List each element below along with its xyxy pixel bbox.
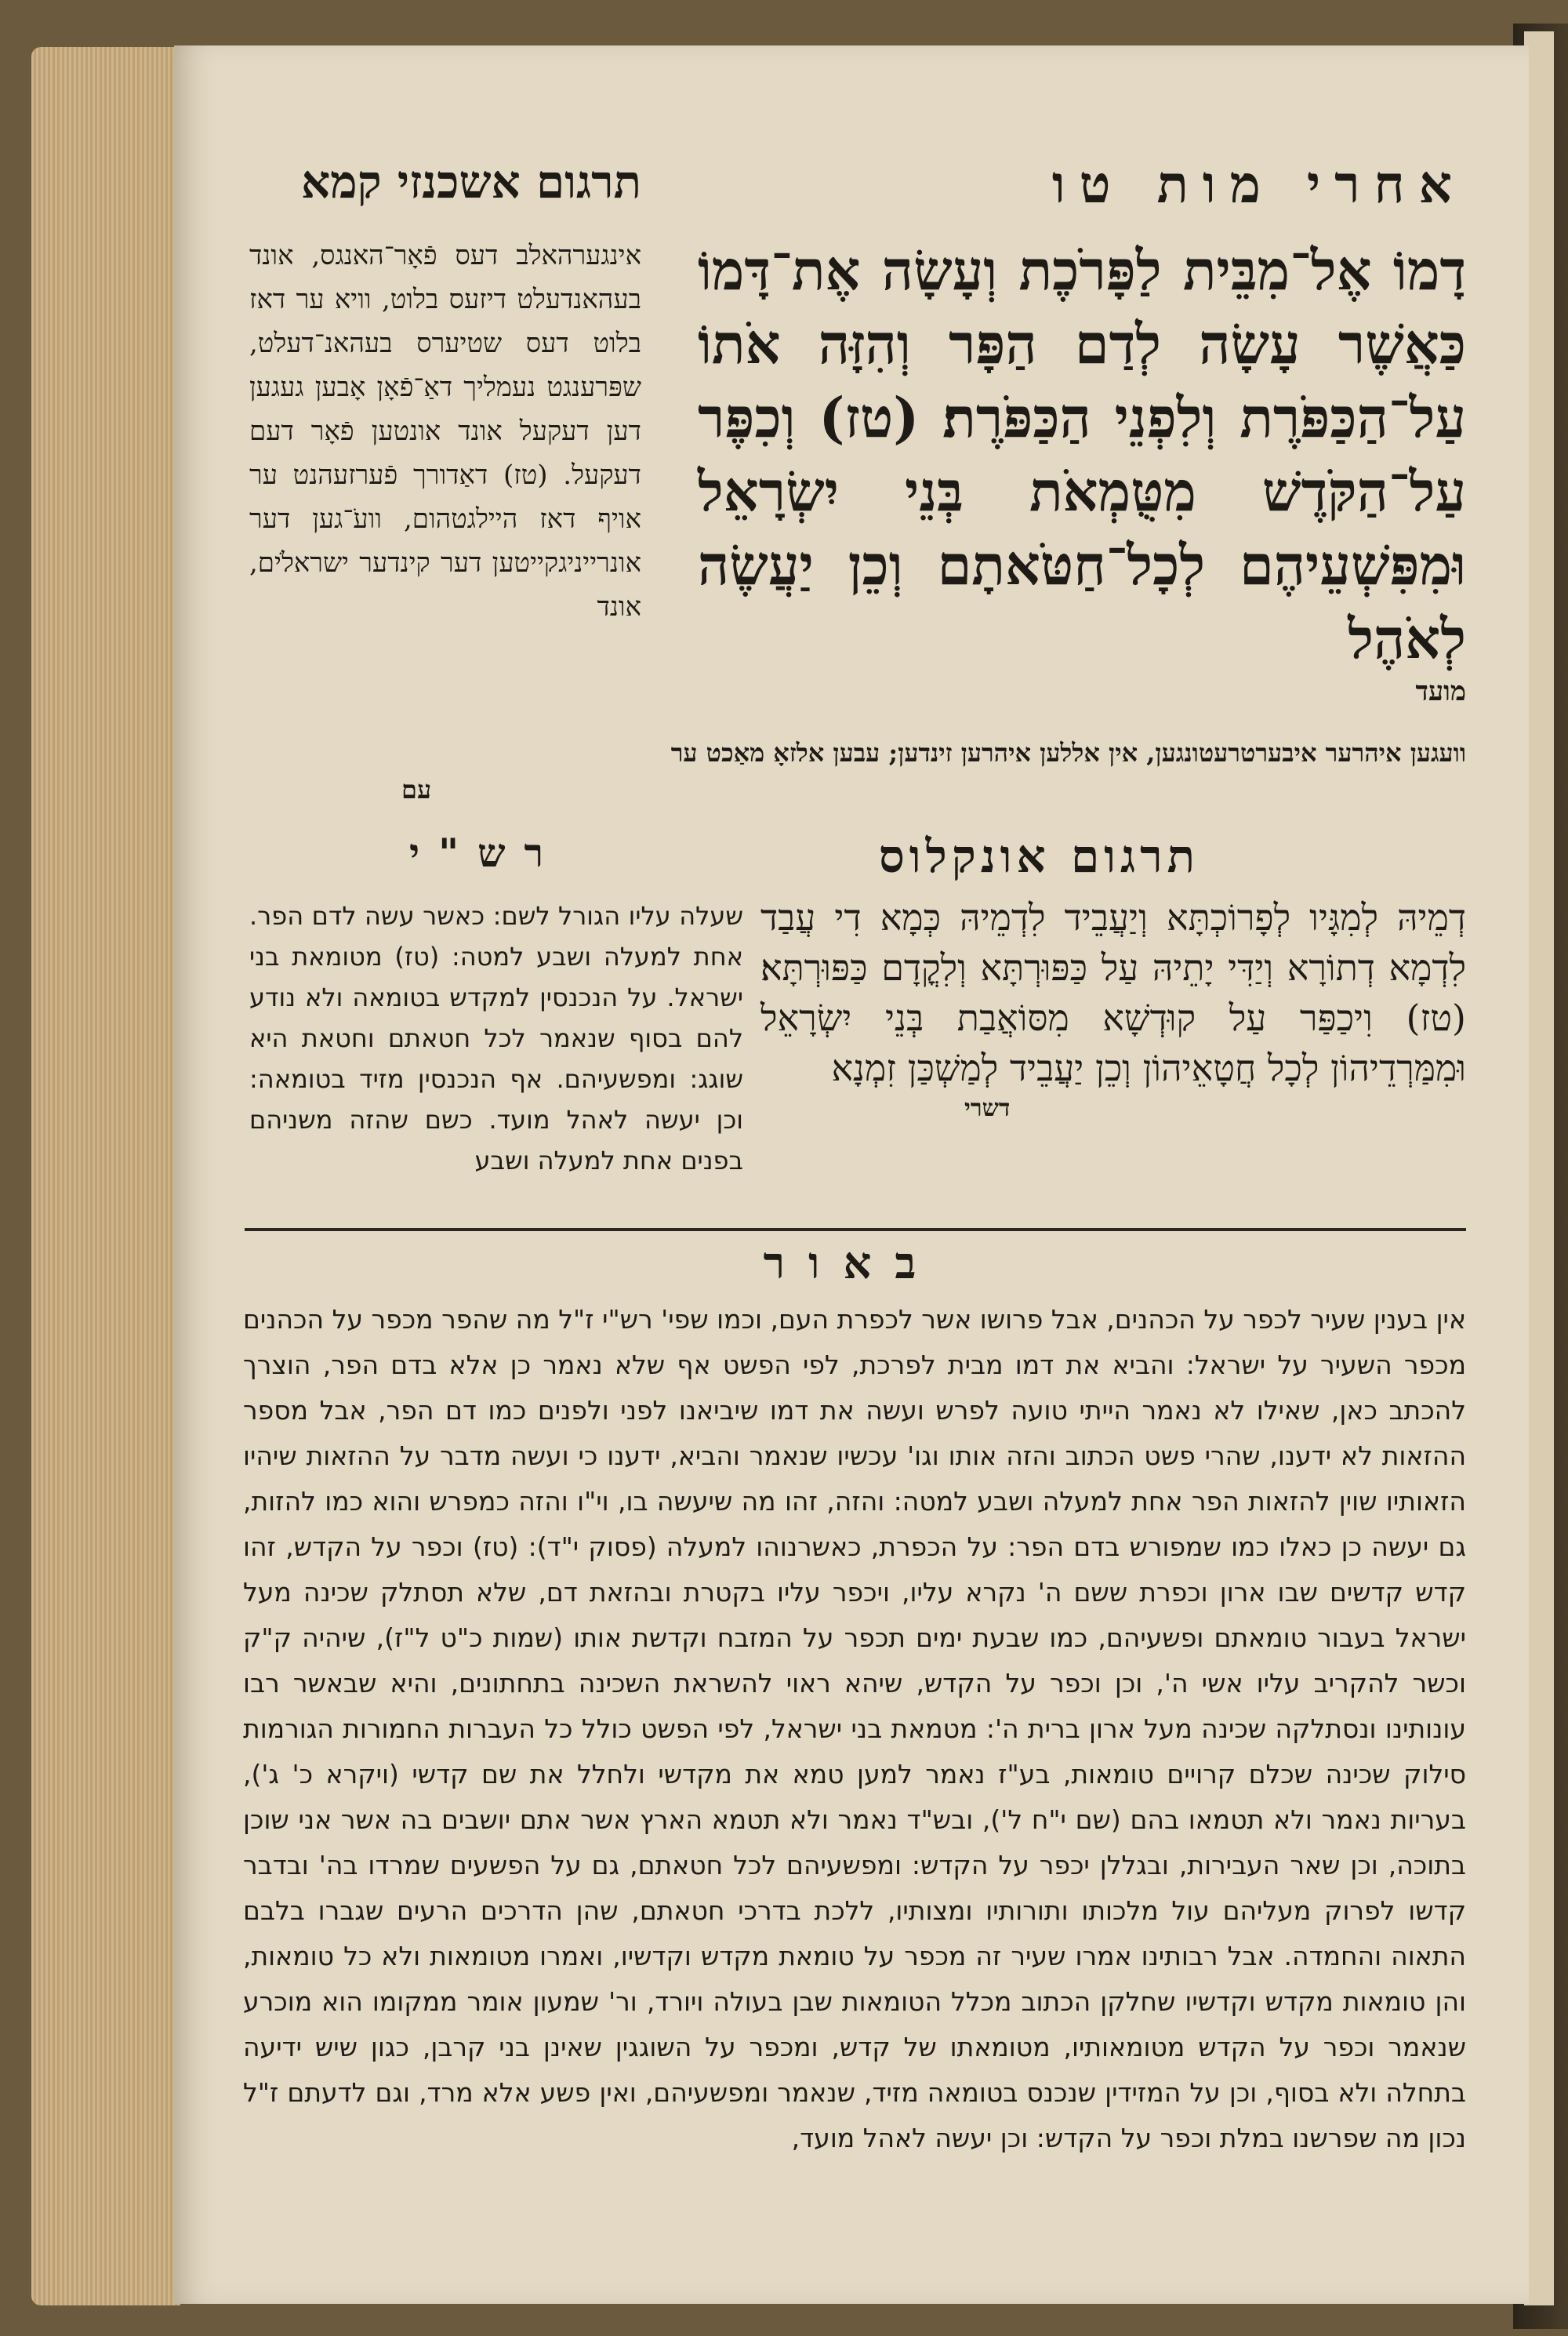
running-header-targum: תרגום אשכנזי קמא: [301, 155, 641, 209]
running-header-parasha: אחרי מות טו: [1051, 154, 1466, 215]
onkelos-block: [760, 892, 1466, 1124]
torah-text-block: [698, 234, 1466, 707]
yiddish-catchword: עם: [401, 775, 432, 805]
rashi-title: רש"י: [409, 830, 563, 876]
section-divider: [245, 1228, 1466, 1231]
onkelos-text: דְמֵיהּ לְמִגָּיו לְפָרוֹכְתָּא וְיַעֲבֵיד לִדְמֵיהּ כְּמָא דִי עֲבַד לִדְמָא דְתוֹרָא וְיַדִּי יָתֵיהּ עַל כַּפּוּרְתָּא וְלִקֳדָם כַּפּוּרְתָּא׃ (טז) וִיכַפַּר עַל קוּדְשָׁא מִסּוֹאֲבַת בְּנֵי יִשְׂרָאֵל וּמִמַּרְדֵיהוֹן לְכָל חֲטָאֵיהוֹן וְכֵן יַעֲבֵיד לְמַשְׁכַּן זִמְנָא: [760, 896, 1466, 1089]
rashi-commentary: שעלה עליו הגורל לשם: כאשר עשה לדם הפר. אחת למעלה ושבע למטה: (טז) מטומאת בני ישראל. על הנכנסין למקדש בטומאה ולא נודע להם בסוף שנאמר לכל חטאתם וחטאת היא שוגג: ומפשעיהם. אף הנכנסין מזיד בטומאה: וכן יעשה לאהל מועד. כשם שהזה משניהם בפנים אחת למעלה ושבע: [249, 901, 743, 1175]
torah-catchword: מועד: [1415, 676, 1466, 707]
yiddish-translation: אינגערהאלב דעס פֿאָר־האנגס, אונד בעהאנדעלט דיזעס בלוט, וויא ער דאז בלוט דעס שטיערס בעהאנ־דעלט, שפּרענגט נעמליך דאַ־פֿאָן אָבען געגען דען דעקעל אונד אונטען פֿאָר דעם דעקעל. (טז) דאַדורך פֿערזעהנט ער אויף דאז היילגטהום, וועֹ־גען דער אונרייניגקייטען דער קינדער ישראלֹים, אונד: [249, 240, 641, 623]
biur-commentary: אין בענין שעיר לכפר על הכהנים, אבל פרושו אשר לכפרת העם, וכמו שפי' רש"י ז"ל מה שהפר מכפר על הכהנים מכפר השעיר על ישראל: והביא את דמו מבית לפרכת, לפי הפשט אף שלא נאמר כן אלא בדם הפר, הוצרך להכתב כאן, שאילו לא נאמר הייתי טועה לפרש ועשה את דמו שיביאנו לפני ולפנים כמו דם הפר, אבל מספר ההזאות לא ידענו, שהרי פשט הכתוב והזה אותו וגו' עכשיו שנאמר והביא, ידענו כי ועשה מדבר על ההזאות שיהיו הזאותיו שוין להזאות הפר אחת למעלה ושבע למטה: והזה, זהו מה שיעשה בו, וי"ו והזה כמפרש והוא כמו להזות, גם יעשה כן כאלו כמו שמפורש בדם הפר: על הכפרת, כאשרנוהו למעלה (פסוק י"ד): (טז) וכפר על הקדש, זהו קדש קדשים שבו ארון וכפרת ששם ה' נקרא עליו, ויכפר עליו בקטרת ובהזאת דם, שלא תסתלק שכינה מעל ישראל בעבור טומאתם ופשעיהם, כמו שבעת ימים תכפר על המזבח וקדשת אותו (שמות כ"ט ל"ז), שיהיה ק"ק וכשר להקריב עליו אשי ה', וכן וכפר על הקדש, שיהא ראוי להשראת השכינה בתחתונים, והיא שבאשר רבו עונותינו ונסתלקה שכינה מעל ארון ברית ה': מטמאת בני ישראל, לפי הפשט כולל כל העברות החמורות הגורמות סילוק שכינה שכלם קרויים טומאות, בע"ז נאמר למען טמא את מקדשי ולחלל את שם קדשי (ויקרא כ' ג'), בעריות נאמר ולא תטמאו בהם (שם י"ח ל'), ובש"ד נאמר ולא תטמא הארץ אשר אתם יושבים בה אשר אני שוכן בתוכה, וכן שאר העבירות, ובגללן יכפר על הקדש: ומפשעיהם לכל חטאתם, גם על הפשעים שמרדו בה' ובדבר קדשו לפרוק מעליהם עול מלכותו ותורותיו ומצותיו, ללכת בדרכי חטאתם, שהן הדרכים הרעים שגברו בלבם התאוה והחמדה. אבל רבותינו אמרו שעיר זה מכפר על טומאת מקדש וקדשיו, ואמרו מטומאות ולא כל טומאות, והן טומאות מקדש וקדשיו שחלקן הכתוב מכלל הטומאות שבן בעולה ויורד, ור' שמעון אומר ממקומו הוא מוכרע שנאמר וכפר על הקדש מטומאותיו, מטומאתו של קדש, ומכפר על השוגגין שאינן בני קרבן, כגון שיש ידיעה בתחלה ולא בסוף, וכן על המזידין שנכנס בטומאה מזיד, שנאמר ומפשעיהם, ואין פשע אלא מרד, וגם לדעתם ז"ל נכון מה שפרשנו במלת וכפר על הקדש: וכן יעשה לאהל מועד,: [243, 1304, 1466, 2153]
book-page-edges: [31, 47, 180, 2305]
torah-text: דָמוֹ אֶל־מִבֵּית לַפָּרֹכֶת וְעָשָׂה אֶת־דָּמוֹ כַּאֲשֶׁר עָשָׂה לְדַם הַפָּר וְהִזָּה אֹתוֹ עַל־הַכַּפֹּרֶת וְלִפְנֵי הַכַּפֹּרֶת׃ (טז) וְכִפֶּר עַל־הַקֹּדֶשׁ מִטֻּמְאֹת בְּנֵי יִשְׂרָאֵל וּמִפִּשְׁעֵיהֶם לְכָל־חַטֹּאתָם וְכֵן יַעֲשֶׂה לְאֹהֶל: [698, 238, 1466, 671]
book-page: [174, 45, 1529, 2304]
yiddish-continuation: וועגען איהרער איבערטרעטונגען, אין אללען איהרען זינדען; עבען אלזאָ מאַכט ער: [670, 738, 1466, 768]
biur-title: באור: [763, 1237, 940, 1289]
onkelos-catchword: דשרי: [964, 1095, 1011, 1122]
onkelos-title: תרגום אונקלוס: [878, 830, 1200, 883]
